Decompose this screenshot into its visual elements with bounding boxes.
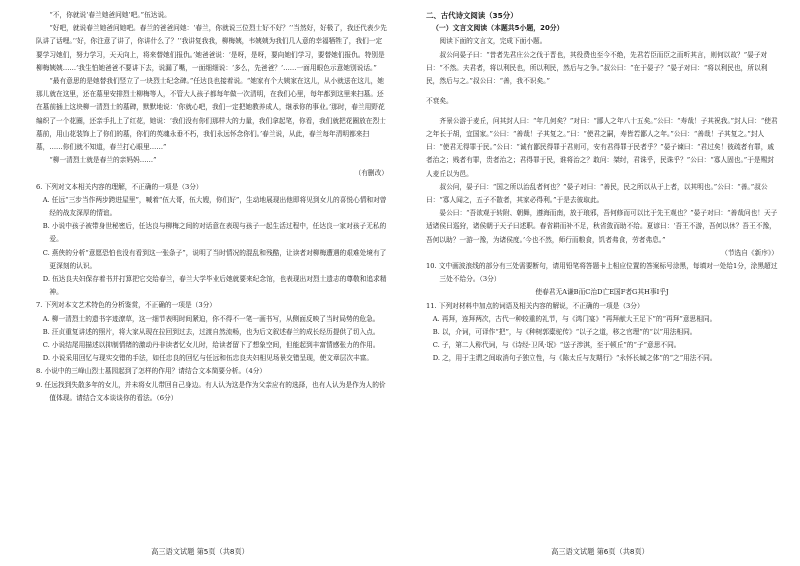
- question-option: A. 柳一清烈士的遗书字迹潦草，这一细节表明时间紧迫，你不得不一笔一画书写，从侧面反映了当时局势的危急。: [42, 314, 380, 323]
- question-option: B. 汪贞重复讲述的照片，将大家从现在拉回到过去，过渡自然流畅，也为后文叙述春兰的成长经历提供了切入点。: [42, 327, 380, 336]
- question-stem: 6. 下列对文本相关内容的理解，不正确的一项是（3分）: [36, 182, 203, 191]
- right-page: [400, 0, 800, 566]
- source-note: （节选自《新序》）: [721, 248, 778, 257]
- question-stem: 8. 小说中的三峰山烈士墓园起到了怎样的作用？请结合文本简要分析。（4分）: [36, 367, 267, 376]
- question-option: D. 之，用于主谓之间取消句子独立性，与《陈太丘与友期行》“永怀长缄之体”的“之”用法不同。: [432, 354, 717, 363]
- story-paragraph: “好吧，就说春兰她爸问她吧。春兰的爸爸问她：‘春兰，你就说三位烈士好不好？’‘当然好，好极了，我还代表少先队讲了话哩。’‘好，你注意了讲了，你讲什么了？’‘我讲复我我，柳梅姨，韦姨姨为我们几人意的幸福牺牲了，我们一定要学习她们，努力学习，天天向上，将来替她们报仇。’她爸爸说：‘是呀，是呀，要向她们学习，要替她们报仇。特别是柳梅姨姨……’我生怕她爸爸不要讲下去，说漏了嘴，一面细细说：‘多么，先爸爸？’……一面用眼色示意她别说话。”: [36, 24, 387, 72]
- question-option: A. 任远“三步当作两步跨进屋里”，喊着“伍大哥，伍大嫂，你们好”，生动地展现出他即将见到女儿的喜悦心情和对曾经的战友深厚的情谊。: [42, 195, 387, 218]
- question-option: D. 伍达良夫妇保存着书并打算把它交给春兰，春兰大学毕业后她就要来纪念馆，也表现出对烈士遗志的尊敬和追求精神。: [42, 275, 387, 297]
- question-option: C. 燕侠的分析“意愿恐怕也没有看到这一张条子”，说明了当时情况的混乱和残酷，让读者对柳梅遭遇的艰难处境有了更深刻的认识。: [42, 248, 387, 270]
- page-footer: 高三语文试题 第5页（共8页）: [151, 546, 249, 556]
- question-stem: 10. 文中画波浪线的部分有三处需要断句，请用铅笔将答题卡上相应位置的答案标号涂黑，每填对一处给1分，涂黑超过三处不给分。（3分）: [426, 262, 778, 284]
- story-paragraph: “最有意思的是她替我们竖立了一块烈士纪念碑。”任达良也接着说。“她家有个大姨家在这儿，从小就送在这儿，她那儿就在这里，还在墓里安排烈士柳梅等人，不管大人孩子都每年做一次清明，在我们心里，每年都到这里来扫墓。还在墓前插上这块柳一清烈士的墓碑，默默地说：‘你就心吧，我们一定把她教养成人，继承你的事业。’那时，春兰用野花编织了一个花圈，还亲手扎上了红花，她说：‘我们没有你们那样大的力量，我们拿起笔，你看，我们就把花圈放在烈士墓前，用山花装饰上了你们的墓，你们的英魂永垂不朽，我们永远怀念你们。’春兰说，从此，春兰每年清明都来扫墓，……你们就不知道，春兰打心眼里……”: [36, 77, 386, 152]
- question-option: C. 小说结尾用描述以抑制情绪的激动丹非读者忆女儿时，给读者留下了想象空间，但能起到丰富情感张力的作用。: [42, 341, 380, 350]
- question-stem: 11. 下列对材料中加点的词语及相关内容的解说，不正确的一项是（3分）: [426, 301, 644, 310]
- passage-paragraph: 晏公曰：“吾欲观于转附、朝舞，遵海而南，放于琅邪，吾何修而可以比于先王观也？”晏子对曰：“善哉问也！天子适诸侯曰巡狩，诸侯朝于天子曰述职。春省耕而补不足，秋省敛而助不给。夏谚曰：‘吾王不游，吾何以休？吾王不豫，吾何以助？一游一豫，为诸侯度。’今也不然，师行而粮食，饥者弗食，劳者弗息。”: [426, 209, 778, 244]
- page-footer: 高三语文试题 第6页（共8页）: [551, 546, 649, 556]
- passage-paragraph: 叔公问晏子曰：“昔者先君庄公之伐于晋也，其役费也至今不绝，先君若臣而臣之而听其言，则何以故？”晏子对曰：“不然。夫君者，将以利民也，所以利民，然后与之争。”叔公曰：“在于晏子？”晏子对曰：“将以利民也，所以利民，然后与之。”叔公曰：“善，我不识矣。”: [426, 50, 768, 86]
- question-option: A. 再拜，连拜两次，古代一种较重的礼节，与《鸿门宴》“再拜献大王足下”的“再拜”意思相同。: [432, 314, 717, 323]
- story-paragraph: “不，你就说‘春兰她爸问她’吧。”伍达说。: [49, 11, 171, 19]
- section-title: 二、古代诗文阅读（35分）: [426, 11, 518, 20]
- punctuation-line: 使春君无A谦B而C治D亡E国F者G其H事I乎J: [535, 288, 669, 297]
- question-stem: 9. 任远找到失散多年的女儿，并未将女儿带回自己身边。有人认为这是作为父亲应有的选择，也有人认为是作为人的价值体现。请结合文本谈谈你的看法。（6分）: [36, 380, 386, 402]
- question-option: B. 以，介词，可译作“把”，与《种树郭橐驼传》“以子之道，移之官理”的“以”用法相同。: [432, 328, 697, 337]
- question-option: D. 小说采用回忆与现实交错的手法，如任忠良的回忆与任远和伍忠良夫妇相见场景交错呈现，使文章层次丰富。: [42, 354, 374, 363]
- passage-paragraph: 齐景公游于麦丘，问其封人曰：“年几何矣？”对曰：“鄙人之年八十五矣。”公曰：“寿哉！子其祝我。”封人曰：“使君之年长于胡，宜国家。”公曰：“善哉！子其复之。”曰：“使君之嗣，寿皆若鄙人之年。”公曰：“善哉！子其复之。”封人曰：“使君无得罪于民。”公曰：“诚有鄙民得罪于君则可，安有君得罪于民者乎？”晏子谏曰：“君过矣！彼疏者有罪，戚者治之；贱者有罪，贵者治之；君得罪于民，谁将治之？敢问：桀纣，君诛乎，民诛乎？”公曰：“寡人固也。”于是赐封人麦丘以为邑。: [426, 116, 778, 178]
- passage-paragraph: 不衰矣。: [426, 96, 453, 105]
- subsection-title: （一）文言文阅读（本题共5小题，20分）: [432, 24, 564, 33]
- passage-paragraph: 叔公问，晏子曰：“国之所以治乱者何也？”晏子对曰：“善民，民之所以从于上者，以其明也。”公曰：“善。”叔公曰：“寡人闻之，五子不散者，其家必得利。”于是去彼取此。: [426, 182, 768, 205]
- question-stem: 7. 下列对本文艺术特色的分析鉴赏，不正确的一项是（3分）: [36, 301, 216, 310]
- question-option: B. 小说中孩子被带身世秘密后，任达良与柳梅之间的对话意在表现与孩子一起生活过程中，任达良一家对孩子无私的爱。: [42, 222, 387, 244]
- source-note: （有删改）: [354, 169, 388, 178]
- instruction: 阅读下面的文言文，完成下面小题。: [439, 37, 547, 46]
- question-option: C. 子，第二人称代词，与《诗经·卫风·氓》“送子涉淇，至于顿丘”的“子”意思不同。: [432, 341, 681, 350]
- story-paragraph: “柳一清烈士就是春兰的亲妈妈……”: [49, 156, 157, 165]
